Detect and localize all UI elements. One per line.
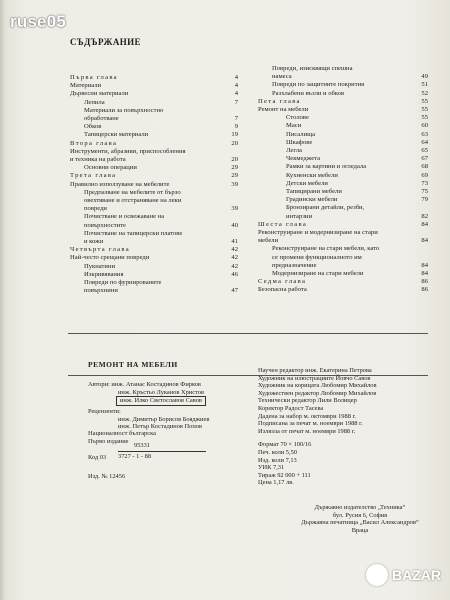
code-fraction-line bbox=[118, 451, 206, 452]
toc-entry-title: и кожи bbox=[84, 238, 104, 246]
toc-entry-page: 39 bbox=[231, 180, 238, 188]
toc-entry bbox=[70, 99, 238, 107]
publication-number: Изд. № 12456 bbox=[88, 473, 126, 480]
toc-entry-title: овехтяване и отстраняване на леки bbox=[84, 197, 182, 205]
toc-entry bbox=[70, 189, 238, 197]
toc-entry-title: Модернизиране на стари мебели bbox=[272, 270, 364, 278]
toc-entry-title: Бронзирани детайли, резби, bbox=[286, 204, 365, 212]
toc-entry bbox=[70, 263, 238, 271]
toc-entry bbox=[258, 188, 428, 196]
toc-entry bbox=[258, 155, 428, 163]
toc-entry bbox=[258, 229, 428, 237]
toc-entry-page: 82 bbox=[421, 212, 428, 220]
credit-line: Технически редактор Лили Волицер bbox=[258, 397, 357, 405]
toc-entry-page: 7 bbox=[234, 115, 238, 123]
toc-entry bbox=[258, 163, 428, 171]
toc-entry-page: 79 bbox=[421, 196, 428, 204]
toc-entry-title: предназначение bbox=[272, 261, 317, 269]
bazar-logo-icon bbox=[366, 564, 388, 586]
toc-entry-title: Ремонт на мебели bbox=[258, 106, 309, 114]
toc-entry bbox=[258, 81, 428, 89]
toc-entry-page: 64 bbox=[421, 138, 428, 146]
toc-entry-title: повреди bbox=[84, 205, 107, 213]
reviewers-label: Рецензенти: bbox=[88, 408, 121, 415]
toc-entry-title: Седма глава bbox=[258, 278, 307, 286]
reviewers-block bbox=[88, 408, 209, 431]
toc-entry-page: 47 bbox=[231, 287, 238, 295]
toc-entry-title: Основни операции bbox=[84, 164, 137, 172]
toc-entry bbox=[258, 98, 428, 106]
toc-entry-page: 55 bbox=[421, 106, 428, 114]
toc-entry-title: Маси bbox=[286, 122, 302, 130]
toc-entry-page: 60 bbox=[421, 122, 428, 130]
toc-entry bbox=[258, 139, 428, 147]
divider-top bbox=[68, 333, 428, 334]
toc-entry bbox=[70, 271, 238, 279]
book-title: РЕМОНТ НА МЕБЕЛИ bbox=[88, 360, 178, 369]
toc-right-column bbox=[258, 65, 428, 295]
code-label: Код 03 bbox=[88, 454, 107, 461]
toc-entry-page: 68 bbox=[421, 163, 428, 171]
toc-entry-page: 55 bbox=[421, 114, 428, 122]
toc-entry-page: 9 bbox=[234, 123, 238, 131]
toc-entry-page: 86 bbox=[421, 286, 428, 294]
toc-entry-title: Столове bbox=[286, 114, 309, 122]
toc-left-column bbox=[70, 74, 238, 295]
toc-entry-title: Повреди по защитните покрития bbox=[272, 81, 365, 89]
toc-entry-title: Изкривявания bbox=[84, 270, 124, 278]
toc-entry bbox=[258, 245, 428, 253]
toc-entry bbox=[70, 181, 238, 189]
toc-entry-title: Почистване и освежаване на bbox=[84, 213, 165, 221]
toc-entry-title: повърхностите bbox=[84, 221, 126, 229]
edition: Първо издание bbox=[88, 437, 129, 445]
toc-entry-title: Материали bbox=[70, 82, 102, 90]
publisher-block bbox=[280, 504, 440, 534]
toc-entry-page: 42 bbox=[231, 246, 238, 254]
toc-entry bbox=[258, 180, 428, 188]
toc-entry-title: Чекмеджета bbox=[286, 155, 321, 163]
toc-entry-title: Четвърта глава bbox=[70, 246, 130, 254]
toc-entry bbox=[258, 131, 428, 139]
toc-entry-title: Шкафове bbox=[286, 138, 313, 146]
toc-entry-page: 20 bbox=[231, 156, 238, 164]
toc-entry bbox=[70, 254, 238, 262]
toc-entry-title: обработване bbox=[84, 115, 119, 123]
publisher-line-2: бул. Русия 6, София bbox=[332, 511, 388, 519]
toc-entry bbox=[70, 205, 238, 213]
toc-heading: СЪДЪРЖАНИЕ bbox=[70, 37, 141, 47]
toc-entry-title: Правилно използуване на мебелите bbox=[70, 180, 170, 188]
toc-entry-title: Повреди по фурнированите bbox=[84, 279, 162, 287]
page-gutter-shadow bbox=[0, 0, 6, 600]
toc-entry-page: 52 bbox=[421, 89, 428, 97]
toc-entry-title: Кухненски мебели bbox=[286, 171, 338, 179]
code-fraction bbox=[118, 442, 206, 461]
publisher-line-3: Държавна печатница „Васил Александров“ bbox=[301, 519, 419, 527]
toc-entry bbox=[70, 279, 238, 287]
toc-entry-page: 65 bbox=[421, 147, 428, 155]
toc-entry-title: интарзии bbox=[286, 212, 312, 220]
toc-entry-page: 73 bbox=[421, 179, 428, 187]
toc-entry bbox=[70, 246, 238, 254]
toc-entry bbox=[258, 254, 428, 262]
toc-entry-page: 42 bbox=[231, 262, 238, 270]
toc-entry-title: Легла bbox=[286, 147, 302, 155]
toc-entry-title: намеса bbox=[272, 73, 292, 81]
credit-line: Печ. коли 5,50 bbox=[258, 448, 297, 456]
toc-entry bbox=[258, 213, 428, 221]
toc-entry-page: 39 bbox=[231, 205, 238, 213]
toc-entry bbox=[70, 74, 238, 82]
toc-entry-title: повърхнини bbox=[84, 287, 118, 295]
toc-entry bbox=[70, 222, 238, 230]
toc-entry bbox=[70, 107, 238, 115]
reviewer-2: инж. Петър Костадинов Попов bbox=[118, 423, 202, 431]
credit-line: Излязла от печат м. ноември 1988 г. bbox=[258, 427, 356, 435]
toc-entry bbox=[70, 172, 238, 180]
toc-entry-title: и техника на работа bbox=[70, 156, 126, 164]
toc-entry bbox=[70, 140, 238, 148]
toc-entry bbox=[258, 196, 428, 204]
toc-entry-title: Реконструиране на стари мебели, като bbox=[272, 245, 380, 253]
toc-entry-title: Пета глава bbox=[258, 97, 301, 105]
toc-entry-page: 42 bbox=[231, 254, 238, 262]
toc-entry-title: Повреди, изисквящи спешна bbox=[272, 65, 353, 72]
toc-entry-page: 4 bbox=[234, 90, 238, 98]
credit-line: Формат 70 × 100/16 bbox=[258, 441, 312, 449]
toc-entry bbox=[70, 131, 238, 139]
toc-entry-title: Разхлабени възли и обков bbox=[272, 89, 345, 97]
toc-entry bbox=[258, 270, 428, 278]
toc-entry-page: 20 bbox=[231, 139, 238, 147]
nationality: Националност българска bbox=[88, 430, 156, 437]
toc-entry-page: 67 bbox=[421, 155, 428, 163]
toc-entry-page: 69 bbox=[421, 171, 428, 179]
toc-entry-page: 84 bbox=[421, 237, 428, 245]
author-3: инж. Илко Светославов Савов bbox=[116, 396, 206, 406]
credit-line: Подписана за печат м. ноември 1988 г. bbox=[258, 420, 363, 428]
toc-entry-page: 63 bbox=[421, 130, 428, 138]
authors-label: Автори: bbox=[88, 381, 110, 388]
toc-entry bbox=[70, 164, 238, 172]
toc-entry-title: Първа глава bbox=[70, 74, 118, 81]
toc-entry-page: 40 bbox=[231, 221, 238, 229]
toc-entry bbox=[258, 122, 428, 130]
toc-entry-title: Втора глава bbox=[70, 139, 118, 147]
toc-entry-title: Предпазване на мебелите от бързо bbox=[84, 188, 181, 196]
toc-entry-page: 46 bbox=[231, 270, 238, 278]
toc-entry-page: 41 bbox=[231, 238, 238, 246]
toc-entry-title: Най-често срещани повреди bbox=[70, 254, 150, 262]
toc-entry-title: Почистване на тапицерски платове bbox=[84, 229, 183, 237]
toc-entry bbox=[258, 237, 428, 245]
toc-entry-page: 86 bbox=[421, 278, 428, 286]
credit-line: Научен редактор инж. Екатерина Петрова bbox=[258, 367, 372, 374]
toc-entry bbox=[70, 148, 238, 156]
toc-entry-page: 4 bbox=[234, 74, 238, 81]
toc-entry-page: 84 bbox=[421, 270, 428, 278]
toc-entry bbox=[258, 106, 428, 114]
toc-entry-title: се промени функционалното им bbox=[272, 253, 362, 261]
bazar-logo-text: BAZAR bbox=[392, 567, 441, 583]
credit-line: Коректор Радост Тасева bbox=[258, 404, 324, 412]
toc-entry-page: 51 bbox=[421, 81, 428, 89]
credit-line: Тираж 92 000 + 111 bbox=[258, 471, 311, 479]
toc-entry-title: Реконструиране и модернизиране на стари bbox=[258, 229, 378, 237]
toc-entry-title: Безопасна работа bbox=[258, 286, 307, 294]
toc-entry-title: Инструменти, абразиви, приспособления bbox=[70, 147, 186, 155]
toc-entry bbox=[258, 204, 428, 212]
toc-entry bbox=[70, 90, 238, 98]
toc-entry bbox=[258, 262, 428, 270]
toc-entry bbox=[70, 213, 238, 221]
credits-block bbox=[258, 367, 438, 487]
toc-entry bbox=[258, 172, 428, 180]
toc-entry-title: Рамки за картини и огледала bbox=[286, 163, 367, 171]
toc-entry bbox=[70, 197, 238, 205]
toc-entry bbox=[258, 114, 428, 122]
toc-entry-title: Писалища bbox=[286, 130, 316, 138]
toc-entry-page: 29 bbox=[231, 164, 238, 172]
credit-line: Цена 1,17 лв. bbox=[258, 479, 294, 487]
credit-line: Дадена за набор м. октомври 1988 г. bbox=[258, 412, 356, 420]
toc-entry bbox=[258, 90, 428, 98]
toc-entry-title: Градински мебели bbox=[286, 196, 338, 204]
credit-line: Художник на корицата Любомир Михайлов bbox=[258, 382, 377, 390]
toc-entry bbox=[70, 123, 238, 131]
toc-entry-page: 19 bbox=[231, 131, 238, 139]
toc-entry bbox=[258, 65, 428, 73]
code-top: 95331 bbox=[134, 442, 150, 449]
toc-entry bbox=[70, 115, 238, 123]
toc-entry-title: Трета глава bbox=[70, 172, 117, 180]
authors-block bbox=[88, 381, 206, 406]
toc-entry-page: 49 bbox=[421, 73, 428, 81]
toc-entry bbox=[258, 147, 428, 155]
toc-entry-page: 75 bbox=[421, 188, 428, 196]
credit-line: УИК 7,31 bbox=[258, 464, 285, 472]
reviewer-1: инж. Димитър Борисов Бояджиев bbox=[118, 415, 210, 423]
toc-entry bbox=[258, 278, 428, 286]
publisher-line-1: Държавно издателство „Техника“ bbox=[314, 504, 406, 511]
toc-entry bbox=[70, 238, 238, 246]
toc-entry-title: Лепила bbox=[84, 98, 105, 106]
toc-entry-title: Материали за повърхностно bbox=[84, 106, 164, 114]
toc-entry-page: 55 bbox=[421, 97, 428, 105]
toc-entry bbox=[258, 221, 428, 229]
author-2: инж. Кръстьо Луканов Христов bbox=[118, 388, 204, 396]
toc-entry bbox=[258, 286, 428, 294]
bazar-logo bbox=[366, 560, 446, 590]
toc-entry bbox=[70, 230, 238, 238]
author-1: инж. Атанас Костадинов Фирков bbox=[111, 381, 201, 388]
toc-entry-page: 84 bbox=[421, 220, 428, 228]
toc-entry-title: Детски мебели bbox=[286, 179, 328, 187]
toc-entry-page: 84 bbox=[421, 261, 428, 269]
toc-entry-title: Шеста глава bbox=[258, 220, 308, 228]
credit-line: Изд. коли 7,13 bbox=[258, 456, 297, 464]
code-bottom: 3727 - 1 - 88 bbox=[118, 453, 152, 460]
credit-line: Художник на илюстрациите Йовчо Савов bbox=[258, 374, 371, 382]
seller-watermark: ruse05 bbox=[10, 12, 67, 31]
toc-entry-title: Тапицирани мебели bbox=[286, 188, 342, 196]
toc-entry bbox=[258, 73, 428, 81]
toc-entry bbox=[70, 156, 238, 164]
toc-entry-title: Тапицерски материали bbox=[84, 131, 149, 139]
toc-entry-page: 29 bbox=[231, 172, 238, 180]
credit-line: Художествен редактор Любомир Михайлов bbox=[258, 389, 377, 397]
toc-entry bbox=[70, 82, 238, 90]
toc-entry bbox=[70, 287, 238, 295]
toc-entry-title: Пукнатини bbox=[84, 262, 116, 270]
toc-entry-page: 7 bbox=[234, 98, 238, 106]
publisher-line-4: Враца bbox=[351, 526, 369, 534]
toc-entry-page: 4 bbox=[234, 82, 238, 90]
toc-entry-title: Дървесни материали bbox=[70, 90, 129, 98]
toc-entry-title: Обков bbox=[84, 123, 102, 131]
toc-entry-title: мебели bbox=[258, 237, 279, 245]
